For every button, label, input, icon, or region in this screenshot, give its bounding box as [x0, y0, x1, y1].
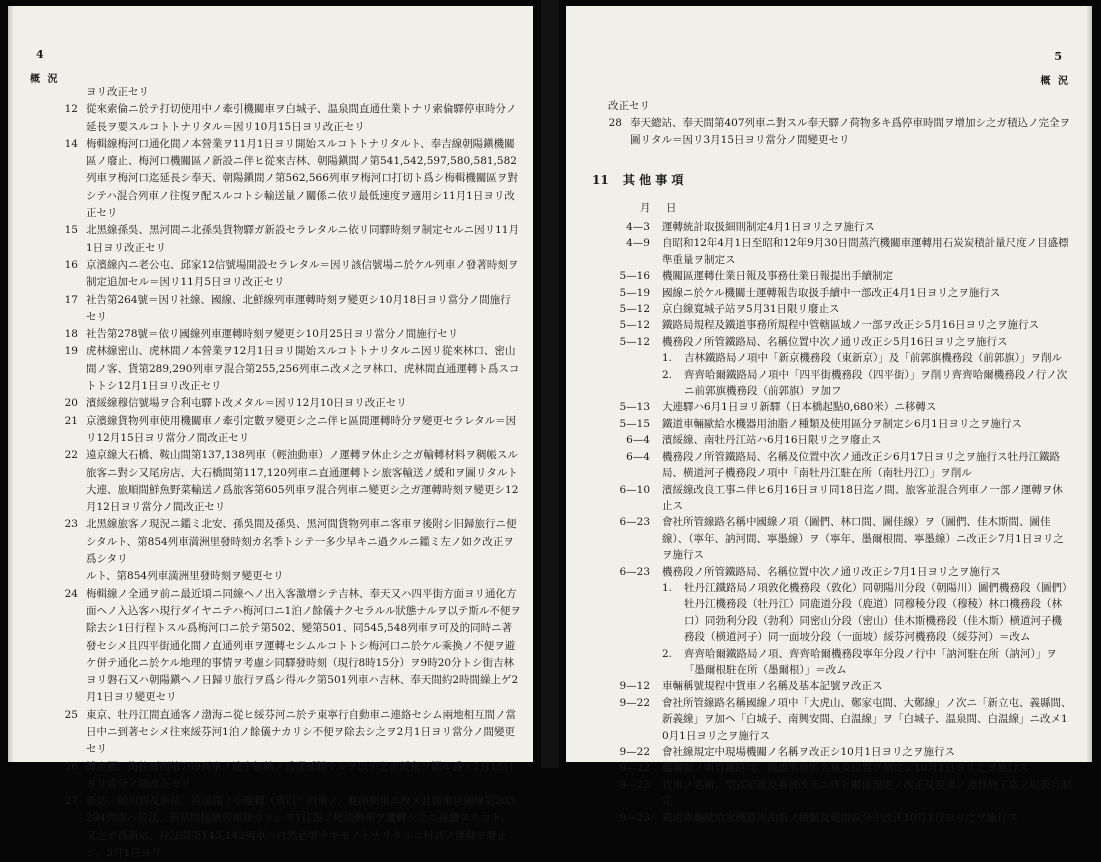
- item-text: 機務段ノ所管鐵路局、名稱位置中次ノ通リ改正シ5月16日ヨリ之ヲ施行ス: [662, 335, 1008, 348]
- item-text: 機務段ノ所管鐵路局、名稱及位置中次ノ通改正シ6月17日ヨリ之ヲ施行ス牡丹江鐵路局、横道河子機務段ノ項中「南牡丹江駐在所（南牡丹江）」ヲ削ル: [662, 450, 1061, 480]
- list-item: [56, 586, 521, 707]
- page-edge-shade: [8, 6, 14, 762]
- entry-text: 社告第278號＝依リ國線列車運轉時刻ヲ變更シ10月25日ヨリ當分ノ間施行セリ: [86, 328, 459, 341]
- item-date: 5—12: [619, 335, 650, 348]
- item-text: 自昭和12年4月1日至昭和12年9月30日間蒸汽機關車運轉用石炭炭積計量尺度ノ目盛標準重量ヲ制定ス: [662, 237, 1069, 266]
- item-text: 機關區ノ所管鐵路局、鐵道事務所名稱及位置ヲ制定シ10月1日ヨリ之ヲ施行ス: [662, 762, 1029, 775]
- item-text: 濱綏線改良工事ニ伴ヒ6月16日ヨリ同18日迄ノ間、旅客並混合列車ノ一部ノ運轉ヲ休止ス: [662, 483, 1063, 512]
- month-day-header: 月 日: [640, 202, 683, 214]
- entry-number: 21: [64, 414, 78, 427]
- item-text: 鐵道車輛歐給水機器用油脂ノ種類及使用區分中改正10月1日ヨリ之ヲ施行ス: [662, 811, 1019, 824]
- sub-item: [592, 646, 1072, 679]
- item-text: 車輛稱號規程中貨車ノ名稱及基本記號ヲ改正ス: [662, 680, 883, 693]
- entry-text: 北黑線孫吳、黑河間ニ北孫吳貨物驛ガ新設セラレタルニ依リ同驛時刻ヲ制定セルニ因リ11月1日ヨリ改正セリ: [86, 224, 519, 254]
- sub-item-number: 2.: [662, 368, 673, 381]
- list-item: [56, 395, 521, 412]
- item-date: 5—15: [619, 417, 650, 430]
- entry-text: 虎林線密山、虎林間ノ本營業ヲ12月1日ヨリ開始スルコトトナリタルニ因リ從來林口、密山間ノ客、貨第289,290列車ヲ混合第255,256列車ニ改メ之ヲ林口、虎林間直通運轉ト爲スコトトシ12月1日ヨリ改正セリ: [86, 345, 520, 393]
- entry-text: 京濱線貨物列車使用機關車ノ牽引定數ヲ變更シ之ニ伴ヒ區間運轉時分ヲ變更セラレタル＝因リ12月15日ヨリ當分ノ間改正セリ: [86, 414, 517, 444]
- list-item: [592, 285, 1072, 301]
- right-page-content: [592, 98, 1072, 826]
- item-date: 6—23: [619, 516, 650, 529]
- list-item: [56, 101, 521, 136]
- sub-item-text: 齊齊哈爾鐵路局ノ項中「四平街機務段（四平街）」ヲ削リ齊齊哈爾機務段ノ行ノ次ニ前郭旗機務段（前郭旗）ヲ加フ: [684, 368, 1068, 398]
- item-date: 9—22: [619, 746, 650, 758]
- list-item: [592, 449, 1072, 482]
- list-item: [592, 268, 1072, 284]
- item-date: 6—10: [619, 483, 650, 496]
- entry-text: 奉天總站、奉天間第407列車ニ對スル奉天驛ノ荷物多キ爲停車時間ヲ增加シ之ガ積込ノ完全ヲ圖リタル＝因リ3月15日ヨリ當分ノ間變更セリ: [630, 117, 1071, 146]
- item-text: 貨車ノ名稱、型式記號及番號改正ニ伴ヒ關係規定ノ改正及現車ノ書替終了迄ノ取扱方制定: [662, 778, 1072, 808]
- item-date: 5—12: [619, 319, 650, 332]
- list-item: [56, 707, 521, 759]
- entry-text: 新站、蛟河間及新站、拉法間ノ小運轉（蒸汽）列車ノ、輕油動車ニ改メ且從來京圖線第203,204列車ハ拉法、新站間接續列車無カリシヲ1往復ノ輕油動車ヲ運轉シ之ニ接續スルコト、又之ガ爲新站、拉法間第143,142列車ハ自然必要ナキモノトナリタルニ付其ノ運轉ヲ廢止シ、3月1日ヨリ: [86, 795, 519, 860]
- section-heading-number: 11: [592, 173, 609, 187]
- entry-number: [56, 568, 86, 585]
- list-item: [592, 514, 1072, 563]
- list-item: [592, 482, 1072, 515]
- list-item: [56, 447, 521, 516]
- item-text: 運轉統計取扱細則制定4月1日ヨリ之ヲ施行ス: [662, 221, 875, 233]
- item-date: 6—4: [626, 434, 650, 447]
- entry-number: 15: [64, 224, 78, 237]
- list-item: [592, 760, 1072, 776]
- left-page: [8, 6, 533, 860]
- list-item: [56, 84, 521, 101]
- item-date: 4—9: [626, 237, 650, 250]
- entry-text: 遠京線大石橋、鞍山間第137,138列車（輕油動車）ノ運轉ヲ休止シ之ガ輸轉材料ヲ稠帳スル旅客ニ對シ又尾房店、大石橋間第117,120列車ニ直通運轉トシ旅客輸送ノ緩和ヲ圖リタルト大連、旅順間鮮魚野菜輸送ノ爲旅客第605列車ヲ混合列車ニ變更シ之ガ運轉時刻ヲ變更シ12月12日ヨリ當分ノ間改正セリ: [86, 449, 519, 514]
- entry-number: 17: [64, 293, 78, 306]
- entry-number: 25: [64, 708, 78, 721]
- right-page: [566, 6, 1092, 824]
- continuation-text: 改正セリ: [608, 100, 650, 112]
- sub-item: [592, 580, 1072, 646]
- book-gutter: [541, 0, 559, 768]
- list-item: [592, 334, 1072, 350]
- sub-item-text: 吉林鐵路局ノ項中「新京機務段（東新京）」及「前郭旗機務段（前郭旗）」ヲ削ル: [684, 352, 1062, 365]
- list-item: [56, 568, 521, 585]
- entry-number: 26: [64, 760, 78, 773]
- item-text: 京白線寬城子站ヲ5月31日限リ廢止ス: [662, 303, 840, 316]
- section-label: 概 況: [1040, 76, 1070, 87]
- entry-number: 20: [64, 397, 78, 410]
- page-number: 5: [1054, 50, 1062, 63]
- list-item: [56, 793, 521, 862]
- sub-item-number: 1.: [662, 581, 673, 594]
- sub-item-text: 齊齊哈爾鐵路局ノ項、齊齊哈爾機務段寧年分段ノ行中「訥河駐在所（訥河）」ヲ「墨爾根駐在所（墨爾根）」＝改ム: [684, 647, 1057, 676]
- sub-item-number: 1.: [662, 352, 673, 365]
- sub-item-text: 牡丹江鐵路局ノ項敦化機務段（敦化）同朝陽川分段（朝陽川）圖們機務段（圖們）牡丹江機務段（牡丹江）同鹿道分段（鹿道）同穆稜分段（穆稜）林口機務段（林口）同勃利分段（勃利）同密山分段（密山）佳木斯機務段（佳木斯）横道河子機務段（横道河子）同一面坡分段（一面坡）綏芬河機務段（綏芬河）＝改ム: [684, 581, 1068, 644]
- entry-28: [592, 115, 1072, 149]
- item-text: 濱綏線、南牡丹江站ハ6月16日限リ之ヲ廢止ス: [662, 434, 882, 447]
- entry-text: 梅輯線ノ全通ヲ前ニ最近頃ニ同線ヘノ出入客激增シテ吉林、奉天又ハ四平街方面ヨリ通化方面ヘノ入込客ハ現行ダイヤニテハ梅河口ニ1泊ノ餘儀ナクセラルル狀態ナルヲ以テ斯ル不便ヲ除去シ1日行程トスル爲梅河口ニ於テ第502、變第501、同545,548列車ヲ可及的同時ニ著發セシメ且四平街通化間ノ直通列車ヲ運轉セシムルコトトシ梅河口ニ於ケル乘換ノ不便ヲ避ケ併テ通化ニ於ケル地理的事情ヲ考慮シ同驛發時刻（現行8時15分）ヲ9時20分トシ街吉林ヨリ磐石又ハ朝陽鎭ヘノ日歸リ旅行ヲ爲シ得ルク第501列車ハ吉林、奉天間約2時間繰上ゲ2月1日ヨリ變更セリ: [86, 587, 521, 704]
- list-item: [592, 432, 1072, 448]
- entry-text: 北黑線旅客ノ現況ニ鑑ミ北安、孫吳間及孫吳、黑河間貨物列車ニ客車ヲ後附シ旧歸旅行ニ便シタルト、第854列車満洲里發時刻カ名季トシテ一多少早キニ過クルニ鑑ミ左ノ如ク改正ヲ爲シタリ: [86, 518, 517, 566]
- page-number: 4: [36, 48, 44, 61]
- entry-number: 16: [64, 258, 78, 271]
- entry-text: ルト、第854列車満洲里發時刻ヲ變更セリ: [86, 570, 284, 583]
- item-date: 5—13: [619, 401, 650, 414]
- page-edge-shade: [1086, 6, 1092, 762]
- entry-text: 東京、牡丹江間直通客ノ渤海ニ從ヒ綏芬河ニ於テ東寧行自動車ニ連絡セシム兩地相互間ノ當日中ニ到著セシメ往來綏芬河1泊ノ餘儀ナカリシ不便ヲ除去シ之ヲ2月1日ヨリ當分ノ間變更セリ: [86, 708, 517, 756]
- entry-number: 14: [64, 137, 78, 150]
- item-text: 機關區運轉仕業日報及事務仕業日報提出手續制定: [662, 270, 893, 283]
- item-date: 5—19: [619, 286, 650, 299]
- entry-number: 27: [64, 795, 78, 808]
- list-item: [592, 219, 1072, 235]
- entry-text: 博克圖、海拉爾間第769列車ノ途中解結ノ爲遅延勝ナルヲ以テ之ガ緩和ヲ圖ル爲メ2月15日ヨリ當分ノ間改正セリ: [86, 760, 515, 790]
- list-item: [56, 292, 521, 327]
- dated-items-list: [592, 219, 1072, 826]
- item-date: 9—22: [619, 762, 650, 775]
- item-date: 9—22: [619, 696, 650, 709]
- sub-item: [592, 367, 1072, 400]
- entry-text: 京濱線內ニ老公屯、邱家12信號場開設セラレタル＝因リ該信號場ニ於ケル列車ノ發著時刻ヲ制定追加セル＝因リ11月5日ヨリ改正セリ: [86, 258, 519, 289]
- list-item: [56, 136, 521, 222]
- item-text: 鐵路局規程及鐵道事務所規程中管轄區域ノ一部ヲ改正シ5月16日ヨリ之ヲ施行ス: [662, 319, 1040, 332]
- item-text: 機務段ノ所管鐵路局、名稱位置中次ノ通リ改正シ7月1日ヨリ之ヲ施行ス: [662, 565, 1001, 578]
- item-date: 6—4: [626, 450, 650, 463]
- item-text: 鐵道車輛歐給水機器用油脂ノ種類及使用區分ヲ制定シ6月1日ヨリ之ヲ施行ス: [662, 417, 1022, 430]
- entry-number: 24: [64, 587, 78, 600]
- sub-item-number: 2.: [662, 647, 673, 660]
- list-item: [592, 317, 1072, 333]
- sub-item: [592, 350, 1072, 366]
- left-page-entries: [56, 84, 521, 862]
- list-item: [56, 222, 521, 257]
- item-date: 6—23: [619, 565, 650, 578]
- entry-number: [56, 84, 86, 101]
- entry-number: 28: [608, 117, 622, 129]
- list-item: [592, 301, 1072, 317]
- list-item: [592, 678, 1072, 694]
- list-item: [56, 516, 521, 568]
- list-item: [592, 810, 1072, 826]
- item-date: 9—23: [619, 778, 650, 791]
- section-heading-title: 其 他 事 項: [622, 173, 684, 187]
- list-item: [592, 695, 1072, 744]
- section-label: 概 況: [30, 74, 60, 85]
- item-text: 會社所管線路名稱中國線ノ項（圖們、林口間、圖佳線）ヲ（圖們、佳木斯間、圖佳線）、（寧年、訥河間、寧墨線）ヲ（寧年、墨爾根間、寧墨線）ニ改正シ7月1日ヨリ之ヲ施行ス: [662, 516, 1064, 562]
- entry-text: ヨリ改正セリ: [86, 86, 149, 98]
- entry-text: 從來索倫ニ於テ打切使用中ノ牽引機關車ヲ白城子、温泉間直通仕業トナリ索倫驛停車時分ノ延長ヲ要スルコトトナリタル＝因リ10月15日ヨリ改正セリ: [86, 103, 517, 133]
- item-date: 5—12: [619, 303, 650, 316]
- list-item: [56, 326, 521, 343]
- list-item: [592, 235, 1072, 268]
- entry-number: 22: [64, 449, 78, 462]
- section-heading: [592, 171, 1072, 188]
- entry-text: 梅輯線梅河口通化間ノ本營業ヲ11月1日ヨリ開始スルコトトナリタルト、奉吉線朝陽鎭機關區ノ廢止、梅河口機關區ノ新設ニ伴ヒ從來吉林、朝陽鎭間ノ第541,542,597,580,581,582列車ヲ梅河口迄延長シ奉天、朝陽鎭間ノ第562,566列車ヲ梅河口打切ト爲シ梅輯機關區ヲ對シテハ混合列車ノ往復ヲ配スルコトシ輸送量ノ關係ニ依リ最低速度ヲ適用シ11月1日ヨリ改正セリ: [86, 137, 518, 220]
- item-date: 4—3: [626, 221, 650, 233]
- item-text: 會社所管線路名稱國線ノ項中「大虎山、鄭家屯間、大鄭線」ノ次ニ「新立屯、義縣間、新義線」ヲ加ヘ「白城子、南興安間、白温線」ヲ「白城子、温泉間、白温線」ニ改メ10月1日ヨリ之ヲ施行ス: [662, 696, 1072, 742]
- list-item: [592, 564, 1072, 580]
- item-text: 大連驛ハ6月1日ヨリ新驛（日本橋起點0,680米）ニ移轉ス: [662, 401, 937, 414]
- list-item: [56, 257, 521, 292]
- item-date: 9—12: [619, 680, 650, 693]
- entry-text: 濱綏線穆信號場ヲ合利屯驛ト改メタル＝因リ12月10日ヨリ改正セリ: [86, 397, 407, 410]
- list-item: [592, 744, 1072, 760]
- list-item: [592, 416, 1072, 432]
- item-date: 9—23: [619, 811, 650, 824]
- list-item: [592, 777, 1072, 810]
- item-text: 會社線規定中現場機關ノ名稱ヲ改正シ10月1日ヨリ之ヲ施行ス: [662, 746, 956, 758]
- entry-text: 社告第264號＝因リ社線、國線、北鮮線列車運轉時刻ヲ變更シ10月18日ヨリ當分ノ間施行セリ: [86, 293, 511, 323]
- list-item: [56, 343, 521, 395]
- list-item: [56, 759, 521, 794]
- item-date: 5—16: [619, 270, 650, 283]
- item-text: 國線ニ於ケル機關士運轉報告取扱手續中一部改正4月1日ヨリ之ヲ施行ス: [662, 286, 1001, 299]
- list-item: [56, 413, 521, 448]
- entry-number: 19: [64, 345, 78, 358]
- list-item: [592, 399, 1072, 415]
- entry-number: 23: [64, 518, 78, 531]
- entry-number: 12: [64, 103, 78, 116]
- entry-number: 18: [64, 328, 78, 341]
